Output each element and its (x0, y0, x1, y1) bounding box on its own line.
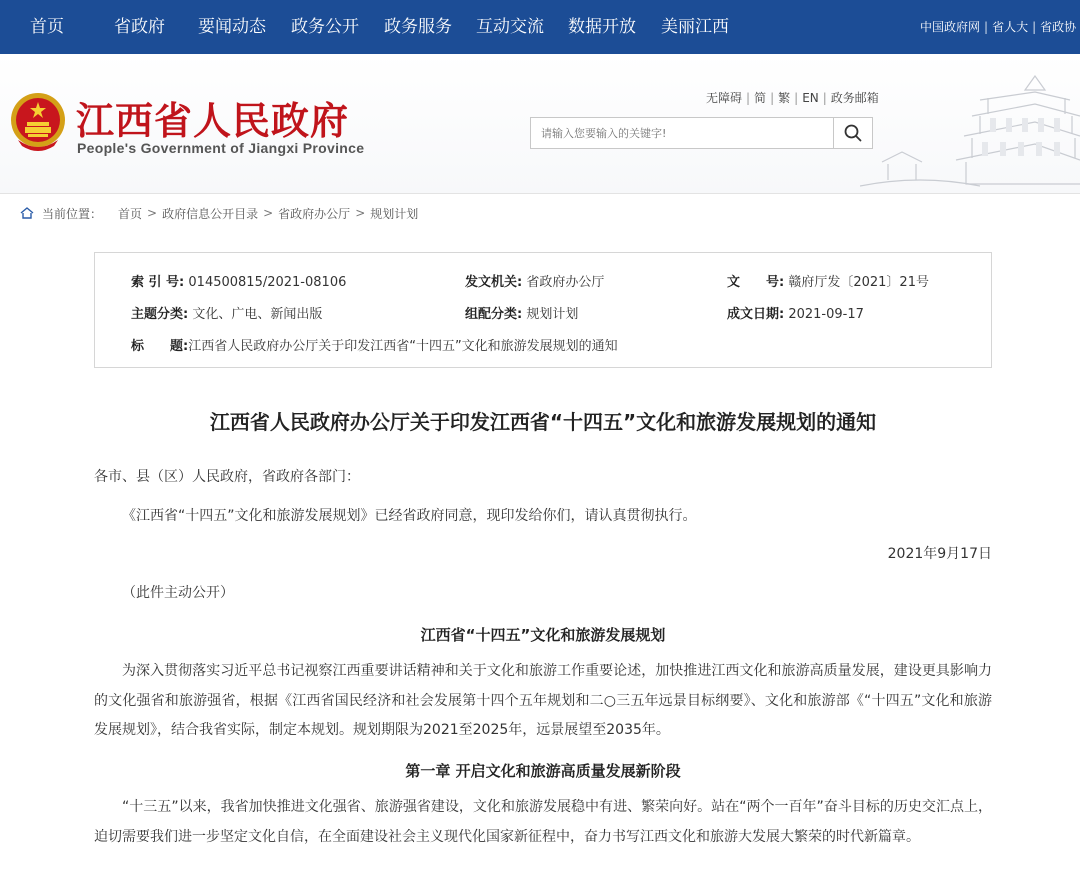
nav-item-open-data[interactable]: 数据开放 (568, 17, 636, 37)
info-value: 省政府办公厅 (526, 275, 605, 290)
header-divider (0, 193, 1080, 194)
simplified-link[interactable]: 简 (754, 91, 767, 105)
nav-item-beautiful-jiangxi[interactable]: 美丽江西 (661, 17, 729, 37)
issue-date: 2021年9月17日 (887, 546, 992, 562)
breadcrumb-label: 当前位置： (42, 206, 103, 221)
document-info-box (94, 252, 992, 368)
utility-links (706, 89, 879, 106)
site-title[interactable]: 江西省人民政府 (76, 98, 350, 143)
nav-item-news[interactable]: 要闻动态 (198, 17, 266, 37)
info-written-date (727, 303, 864, 322)
breadcrumb-info-catalog[interactable]: 政府信息公开目录 (162, 206, 259, 221)
toplink-china-gov[interactable]: 中国政府网 (920, 20, 981, 34)
nav-item-interaction[interactable]: 互动交流 (476, 17, 544, 37)
publicity-note: （此件主动公开） (122, 585, 234, 601)
separator: | (746, 91, 751, 105)
accessibility-link[interactable]: 无障碍 (706, 91, 743, 105)
info-key: 成文日期: (727, 307, 785, 322)
info-key: 文 号: (727, 275, 785, 290)
nav-item-gov-services[interactable]: 政务服务 (384, 17, 452, 37)
pavilion-illustration-icon (860, 54, 1080, 194)
top-links (920, 0, 1080, 54)
chapter-paragraph: “十三五”以来，我省加快推进文化强省、旅游强省建设，文化和旅游发展稳中有进、繁荣向好。站在“两个一百年”奋斗目标的历史交汇点上，迫切需要我们进一步坚定文化自信，在全面建设社会主义现代化国家新征程中，奋力书写江西文化和旅游大发展大繁荣的时代新篇章。 (94, 799, 992, 845)
info-title (131, 335, 618, 354)
chapter-heading: 第一章 开启文化和旅游高质量发展新阶段 (405, 762, 681, 780)
info-key: 主题分类: (131, 307, 189, 322)
info-issuing-agency (465, 271, 604, 290)
info-value: 文化、广电、新闻出版 (192, 307, 323, 322)
breadcrumb-separator: > (355, 206, 366, 220)
gov-mail-link[interactable]: 政务邮箱 (830, 91, 879, 105)
info-topic-category (131, 303, 322, 322)
breadcrumb-separator: > (147, 206, 158, 220)
info-value: 江西省人民政府办公厅关于印发江西省“十四五”文化和旅游发展规划的通知 (188, 339, 618, 354)
info-value: 014500815/2021-08106 (188, 275, 347, 290)
info-key: 组配分类: (465, 307, 523, 322)
info-document-number (727, 271, 929, 290)
nav-item-home[interactable]: 首页 (30, 17, 64, 37)
body-paragraph: 《江西省“十四五”文化和旅游发展规划》已经省政府同意，现印发给你们，请认真贯彻执行。 (122, 508, 697, 524)
separator: | (1032, 20, 1037, 34)
toplink-people-congress[interactable]: 省人大 (992, 20, 1029, 34)
info-classification (465, 303, 578, 322)
separator: | (822, 91, 827, 105)
toplink-cppcc[interactable]: 省政协 (1040, 20, 1077, 34)
site-header (0, 54, 1080, 194)
top-nav (0, 0, 1080, 54)
english-link[interactable]: EN (802, 91, 819, 105)
info-value: 规划计划 (526, 307, 579, 322)
info-key: 发文机关: (465, 275, 523, 290)
info-index-number (131, 271, 346, 290)
plan-title: 江西省“十四五”文化和旅游发展规划 (420, 626, 666, 644)
breadcrumb-plans[interactable]: 规划计划 (370, 206, 419, 221)
breadcrumb-separator: > (263, 206, 274, 220)
nav-item-gov-affairs-open[interactable]: 政务公开 (291, 17, 359, 37)
national-emblem-icon (8, 90, 68, 152)
nav-item-province-gov[interactable]: 省政府 (114, 17, 165, 37)
info-value: 赣府厅发〔2021〕21号 (788, 275, 929, 290)
salutation: 各市、县（区）人民政府，省政府各部门： (94, 469, 360, 485)
traditional-link[interactable]: 繁 (778, 91, 791, 105)
site-subtitle: People's Government of Jiangxi Province (77, 140, 365, 156)
article-title: 江西省人民政府办公厅关于印发江西省“十四五”文化和旅游发展规划的通知 (209, 410, 877, 434)
info-key: 索 引 号: (131, 275, 185, 290)
info-value: 2021-09-17 (788, 307, 864, 322)
separator: | (984, 20, 989, 34)
breadcrumb-home[interactable]: 首页 (118, 206, 143, 221)
search-input[interactable] (531, 118, 833, 148)
home-icon (20, 206, 34, 220)
separator: | (770, 91, 775, 105)
search-box (530, 117, 873, 149)
breadcrumb-general-office[interactable]: 省政府办公厅 (278, 206, 351, 221)
info-key: 标 题: (131, 339, 189, 354)
separator: | (794, 91, 799, 105)
breadcrumb (20, 204, 418, 222)
intro-paragraph: 为深入贯彻落实习近平总书记视察江西重要讲话精神和关于文化和旅游工作重要论述，加快推进江西文化和旅游高质量发展，建设更具影响力的文化强省和旅游强省，根据《江西省国民经济和社会发展第十四个五年规划和二○三五年远景目标纲要》、文化和旅游部《“十四五”文化和旅游发展规划》，结合我省实际，制定本规划。规划期限为2021至2025年，远景展望至2035年。 (94, 663, 992, 738)
